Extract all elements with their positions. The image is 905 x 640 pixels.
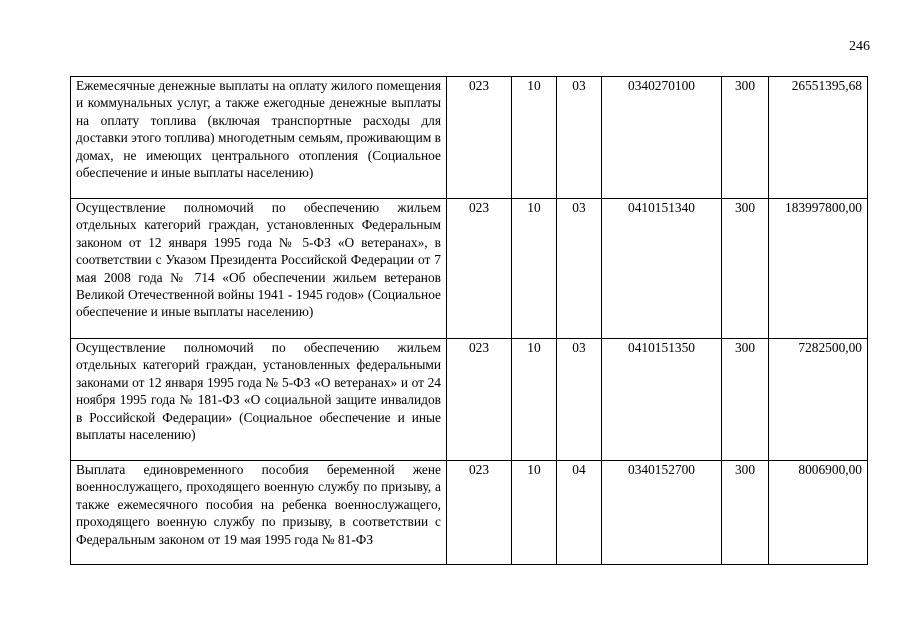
subsection-code: 03	[557, 199, 602, 339]
page-number: 246	[849, 39, 870, 54]
subsection-code: 03	[557, 339, 602, 461]
expense-type-code: 300	[722, 461, 769, 565]
section-code: 10	[512, 339, 557, 461]
ministry-code: 023	[447, 77, 512, 199]
amount-value: 26551395,68	[769, 77, 868, 199]
section-code: 10	[512, 461, 557, 565]
table-row	[71, 199, 868, 339]
row-description: Осуществление полномочий по обеспечению жильем отдельных категорий граждан, установленных федеральными законами от 12 января 1995 года № 5-ФЗ «О ветеранах» и от 24 ноября 1995 года № 181-ФЗ «О социальной защите инвалидов в Российской Федерации» (Социальное обеспечение и иные выплаты населению)	[71, 339, 447, 461]
table-row	[71, 461, 868, 565]
section-code: 10	[512, 77, 557, 199]
table-row	[71, 339, 868, 461]
amount-value: 8006900,00	[769, 461, 868, 565]
row-description: Осуществление полномочий по обеспечению жильем отдельных категорий граждан, установленных Федеральным законом от 12 января 1995 года № 5-ФЗ «О ветеранах», в соответствии с Указом Президента Российской Федерации от 7 мая 2008 года № 714 «Об обеспечении жильем ветеранов Великой Отечественной войны 1941 - 1945 годов» (Социальное обеспечение и иные выплаты населению)	[71, 199, 447, 339]
row-description: Ежемесячные денежные выплаты на оплату жилого помещения и коммунальных услуг, а также ежегодные денежные выплаты на оплату топлива (включая транспортные расходы для доставки этого топлива) многодетным семьям, проживающим в домах, не имеющих центрального отопления (Социальное обеспечение и иные выплаты населению)	[71, 77, 447, 199]
subsection-code: 04	[557, 461, 602, 565]
ministry-code: 023	[447, 199, 512, 339]
target-article-code: 0340152700	[602, 461, 722, 565]
expense-type-code: 300	[722, 77, 769, 199]
amount-value: 183997800,00	[769, 199, 868, 339]
section-code: 10	[512, 199, 557, 339]
row-description: Выплата единовременного пособия беременной жене военнослужащего, проходящего военную службу по призыву, а также ежемесячного пособия на ребенка военнослужащего, проходящего военную службу по призыву, в соответствии с Федеральным законом от 19 мая 1995 года № 81-ФЗ	[71, 461, 447, 565]
target-article-code: 0410151350	[602, 339, 722, 461]
table-row	[71, 77, 868, 199]
expense-type-code: 300	[722, 339, 769, 461]
target-article-code: 0340270100	[602, 77, 722, 199]
ministry-code: 023	[447, 339, 512, 461]
budget-table	[70, 76, 868, 565]
expense-type-code: 300	[722, 199, 769, 339]
subsection-code: 03	[557, 77, 602, 199]
amount-value: 7282500,00	[769, 339, 868, 461]
ministry-code: 023	[447, 461, 512, 565]
target-article-code: 0410151340	[602, 199, 722, 339]
